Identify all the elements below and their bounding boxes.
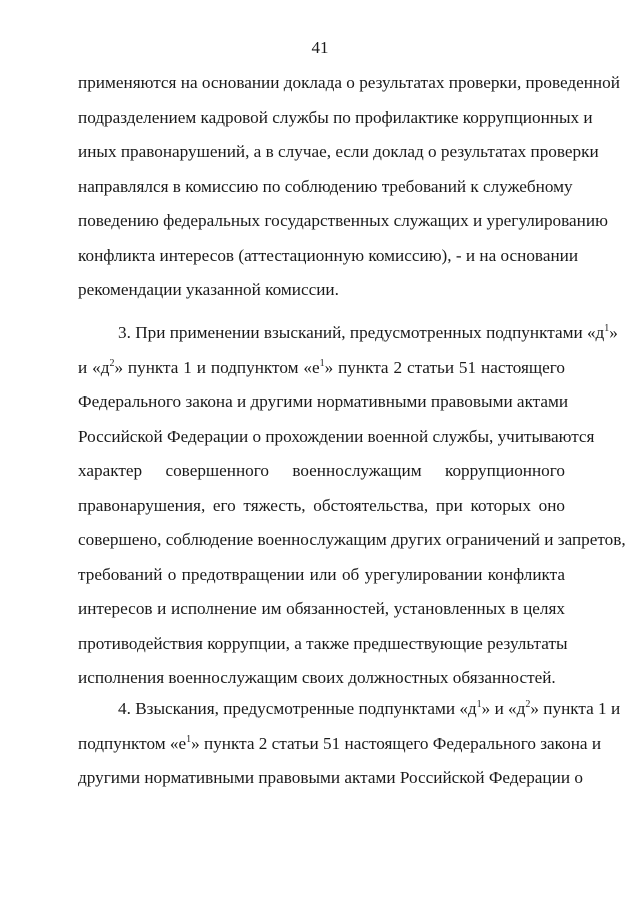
text-line <box>78 322 618 357</box>
paragraph-2 <box>78 322 626 702</box>
page-number: 41 <box>311 38 329 57</box>
text-line <box>78 357 565 392</box>
superscript: 1 <box>604 323 610 334</box>
text-line: интересов и исполнение им обязанностей, установленных в целях <box>78 599 565 618</box>
text-line: конфликта интересов (аттестационную комиссию), - и на основании <box>78 245 579 265</box>
text-line: поведению федеральных государственных служащих и урегулированию <box>78 211 608 230</box>
text-fragment: » пункта 1 и подпунктом «е <box>114 357 320 377</box>
text-line: направлялся в комиссию по соблюдению требований к служебному <box>78 176 573 196</box>
text-line: Федерального закона и другими нормативными правовыми актами <box>78 392 569 411</box>
text-line: совершено, соблюдение военнослужащим других ограничений и запретов, <box>78 530 626 549</box>
text-fragment: 4. Взыскания, предусмотренные подпунктами «д <box>118 699 477 718</box>
text-fragment: подпунктом «е <box>78 733 187 753</box>
text-line: подразделением кадровой службы по профилактике коррупционных и <box>78 107 593 127</box>
text-line <box>78 698 621 733</box>
text-fragment: » пункта 2 статьи 51 настоящего <box>324 357 565 377</box>
text-line: характер совершенного военнослужащим коррупционного <box>78 461 565 480</box>
text-fragment: 3. При применении взысканий, предусмотренных подпунктами «д <box>118 323 605 342</box>
text-fragment: » пункта 1 и <box>530 699 621 718</box>
superscript: 2 <box>109 357 115 369</box>
text-fragment: и «д <box>78 357 110 377</box>
text-line <box>78 733 602 768</box>
text-line: правонарушения, его тяжесть, обстоятельства, при которых оно <box>78 495 565 515</box>
text-line: иных правонарушений, а в случае, если доклад о результатах проверки <box>78 142 599 161</box>
text-line: другими нормативными правовыми актами Российской Федерации о <box>78 768 583 787</box>
superscript: 2 <box>525 699 531 710</box>
text-fragment: » и «д <box>481 699 526 718</box>
text-fragment: » <box>609 323 618 342</box>
text-line: противодействия коррупции, а также предшествующие результаты <box>78 633 568 653</box>
superscript: 1 <box>319 357 325 369</box>
text-line: исполнения военнослужащим своих должностных обязанностей. <box>78 668 556 687</box>
text-line: применяются на основании доклада о результатах проверки, проведенной <box>78 73 620 92</box>
superscript: 1 <box>476 699 482 710</box>
text-line: рекомендации указанной комиссии. <box>78 280 339 299</box>
text-fragment: » пункта 2 статьи 51 настоящего Федерального закона и <box>191 733 602 753</box>
text-line: требований о предотвращении или об урегулировании конфликта <box>78 564 565 584</box>
text-line: Российской Федерации о прохождении военной службы, учитываются <box>78 426 595 446</box>
paragraph-1 <box>78 72 620 314</box>
paragraph-3 <box>78 698 621 802</box>
superscript: 1 <box>186 733 192 745</box>
